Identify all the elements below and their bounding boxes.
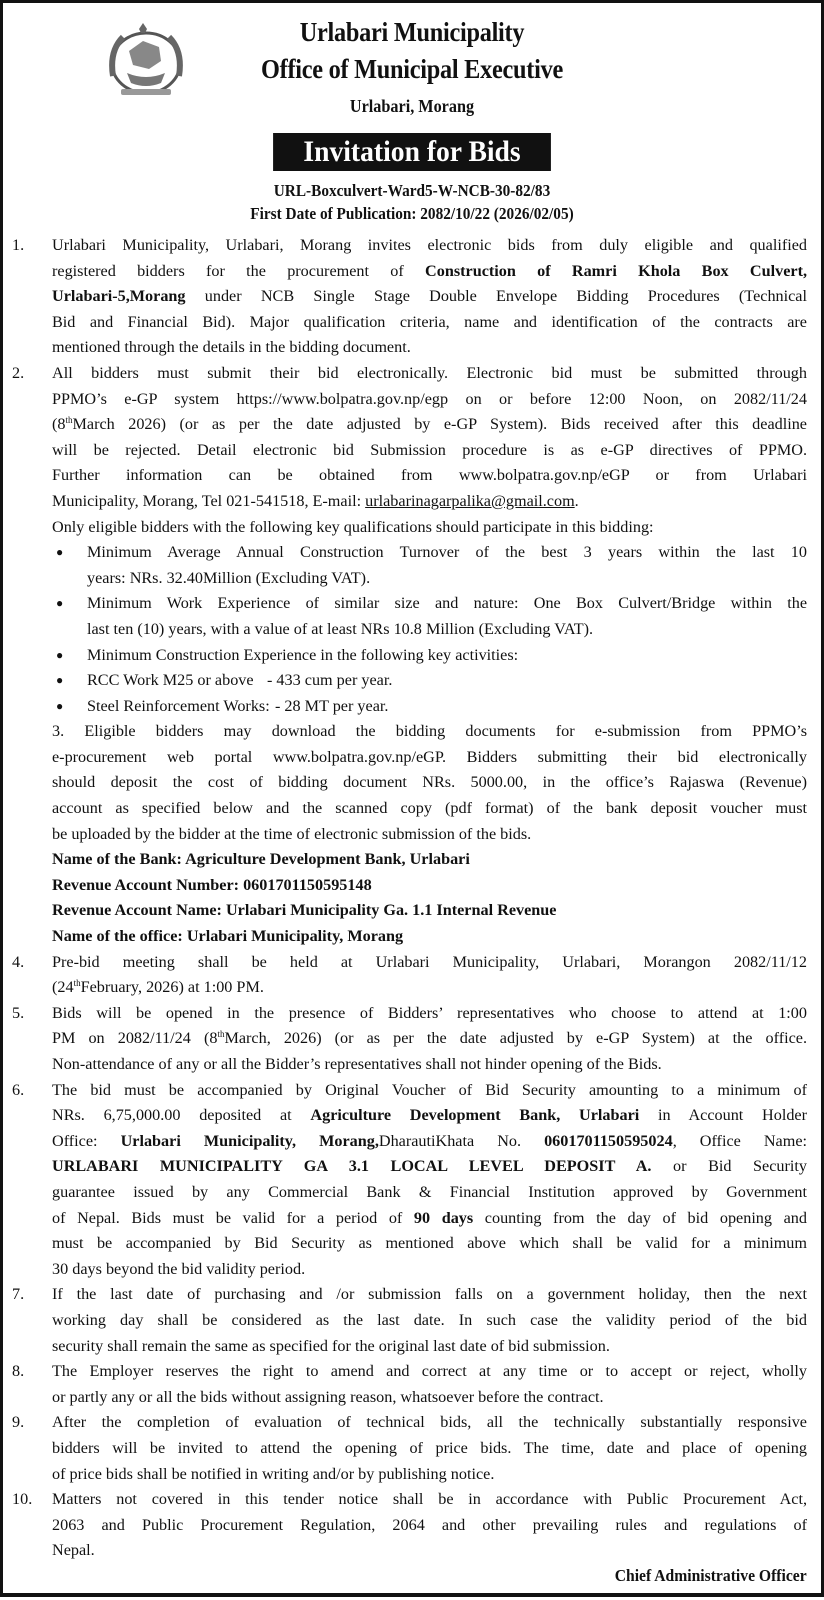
office-name: Office of Municipal Executive xyxy=(261,54,563,84)
org-name: Urlabari Municipality xyxy=(299,17,525,47)
bullet-icon: ● xyxy=(56,698,64,713)
bullet-icon: ● xyxy=(56,647,64,662)
signatory-title: Chief Administrative Officer xyxy=(615,1566,807,1585)
clause-9: 9. After the completion of evaluation of technical bids, all the technically substantially responsive bidders will be invited to attend the opening of price bids. The time, date and place of opening of price bids shall be notified in writing and/or by publishing notice. xyxy=(12,1413,807,1483)
project-name: Construction of Ramri Khola Box Culvert, xyxy=(425,261,808,280)
qualification-item: ● Minimum Construction Experience in the following key activities: xyxy=(3,643,821,669)
title-banner: Invitation for Bids xyxy=(273,133,551,171)
clause-7: 7. If the last date of purchasing and /or submission falls on a government holiday, then the next working day shall be considered as the last date. In such case the validity period of the bid security shall remain the same as specified for the original last date of bid submission. xyxy=(12,1285,807,1355)
revenue-account-number: Revenue Account Number: 0601701150595148 xyxy=(52,875,372,894)
clause-6: 6. The bid must be accompanied by Original Voucher of Bid Security amounting to a minimum of NRs. 6,75,000.00 deposited at Agriculture Development Bank, Urlabari in Account Holder Office: Urlabari Municipality, Morang,DharautiKhata No. 0601701150595024, Office Name: URLABARI MUNICIPALITY GA 3.1 LOCAL LEVEL DEPOSIT A. or Bid Security guarantee issued by any Commercial Bank & Financial Institution approved by Government of Nepal. Bids must be valid for a period of 90 days counting from the day of bid opening and must be accompanied by Bid Security as mentioned above which shall be valid for a minimum 30 days beyond the bid validity period. xyxy=(12,1080,807,1278)
bullet-icon: ● xyxy=(56,596,64,611)
qualification-item: ● Steel Reinforcement Works: - 28 MT per year. xyxy=(3,694,821,720)
clause-1: 1. Urlabari Municipality, Urlabari, Morang invites electronic bids from duly eligible and qualified registered bidders for the procurement of Construction of Ramri Khola Box Culvert, Urlabari-5,Morang under NCB Single Stage Double Envelope Bidding Procedures (Technical Bid and Financial Bid). Major qualification criteria, name and identification of the contracts are mentioned through the details in the bidding document. xyxy=(12,236,808,357)
clause-10: 10. Matters not covered in this tender notice shall be in accordance with Public Procurement Act, 2063 and Public Procurement Regulation, 2064 and other prevailing rules and regulations of Nepal. xyxy=(12,1490,807,1560)
bullet-icon: ● xyxy=(56,545,64,560)
clause-5: 5. Bids will be opened in the presence of Bidders’ representatives who choose to attend at 1:00 PM on 2082/11/24 (8thMarch, 2026) (or as per the date adjusted by e-GP System) at the office. Non-attendance of any or all the Bidder’s representatives shall not hinder opening of the Bids. xyxy=(12,1003,808,1073)
notice-header xyxy=(3,3,821,225)
clause-3: 3. Eligible bidders may download the bidding documents for e-submission from PPMO’s e-procurement web portal www.bolpatra.gov.np/eGP. Bidders submitting their bid electronically should deposit the cost of bidding document NRs. 5000.00, in the office’s Rajaswa (Revenue) account as specified below and the scanned copy (pdf format) of the bank deposit voucher must be uploaded by the bidder at the time of electronic submission of the bids. Name of the Bank: Agriculture Development Bank, Urlabari Revenue Account Number: 0601701150595148 Revenue Account Name: Urlabari Municipality Ga. 1.1 Internal Revenue Name of the office: Urlabari Municipality, Morang xyxy=(3,719,821,949)
eligibility-intro: Only eligible bidders with the following key qualifications should participate in this bidding: xyxy=(52,517,654,536)
office-name-field: Name of the office: Urlabari Municipality, Morang xyxy=(52,927,404,946)
office-location: Urlabari, Morang xyxy=(349,96,475,116)
publication-date: First Date of Publication: 2082/10/22 (2026/02/05) xyxy=(250,204,574,223)
qualification-item: ● RCC Work M25 or above - 433 cum per year. xyxy=(3,668,821,694)
clause-8: 8. The Employer reserves the right to amend and correct at any time or to accept or reject, wholly or partly any or all the bids without assigning reason, whatsoever before the contract. xyxy=(12,1362,807,1406)
clause-4: 4. Pre-bid meeting shall be held at Urlabari Municipality, Urlabari, Morangon 2082/11/12 (24thFebruary, 2026) at 1:00 PM. xyxy=(12,952,807,997)
reference-number: URL-Boxculvert-Ward5-W-NCB-30-82/83 xyxy=(273,181,551,200)
notice-body xyxy=(3,233,821,1564)
qualification-item: ● Minimum Average Annual Construction Turnover of the best 3 years within the last 10 years: NRs. 32.40Million (Excluding VAT). xyxy=(3,540,821,591)
qualification-item: ● Minimum Work Experience of similar size and nature: One Box Culvert/Bridge within the last ten (10) years, with a value of at least NRs 10.8 Million (Excluding VAT). xyxy=(3,591,821,642)
project-location: Urlabari-5,Morang xyxy=(52,287,186,306)
email-link[interactable]: urlabarinagarpalika@gmail.com xyxy=(365,491,575,510)
bank-name: Name of the Bank: Agriculture Development Bank, Urlabari xyxy=(52,850,470,869)
clause-2: 2. All bidders must submit their bid electronically. Electronic bid must be submitted through PPMO’s e-GP system https://www.bolpatra.gov.np/egp on or before 12:00 Noon, on 2082/11/24 (8thMarch 2026) (or as per the date adjusted by e-GP System). Bids received after this deadline will be rejected. Detail electronic bid Submission procedure is as e-GP directives of PPMO. Further information can be obtained from www.bolpatra.gov.np/eGP or from Urlabari Municipality, Morang, Tel 021-541518, E-mail: urlabarinagarpalika@gmail.com. Only eligible bidders with the following key qualifications should participate in this bidding: xyxy=(3,361,821,540)
bullet-icon: ● xyxy=(56,673,64,688)
revenue-account-name: Revenue Account Name: Urlabari Municipality Ga. 1.1 Internal Revenue xyxy=(52,901,557,920)
